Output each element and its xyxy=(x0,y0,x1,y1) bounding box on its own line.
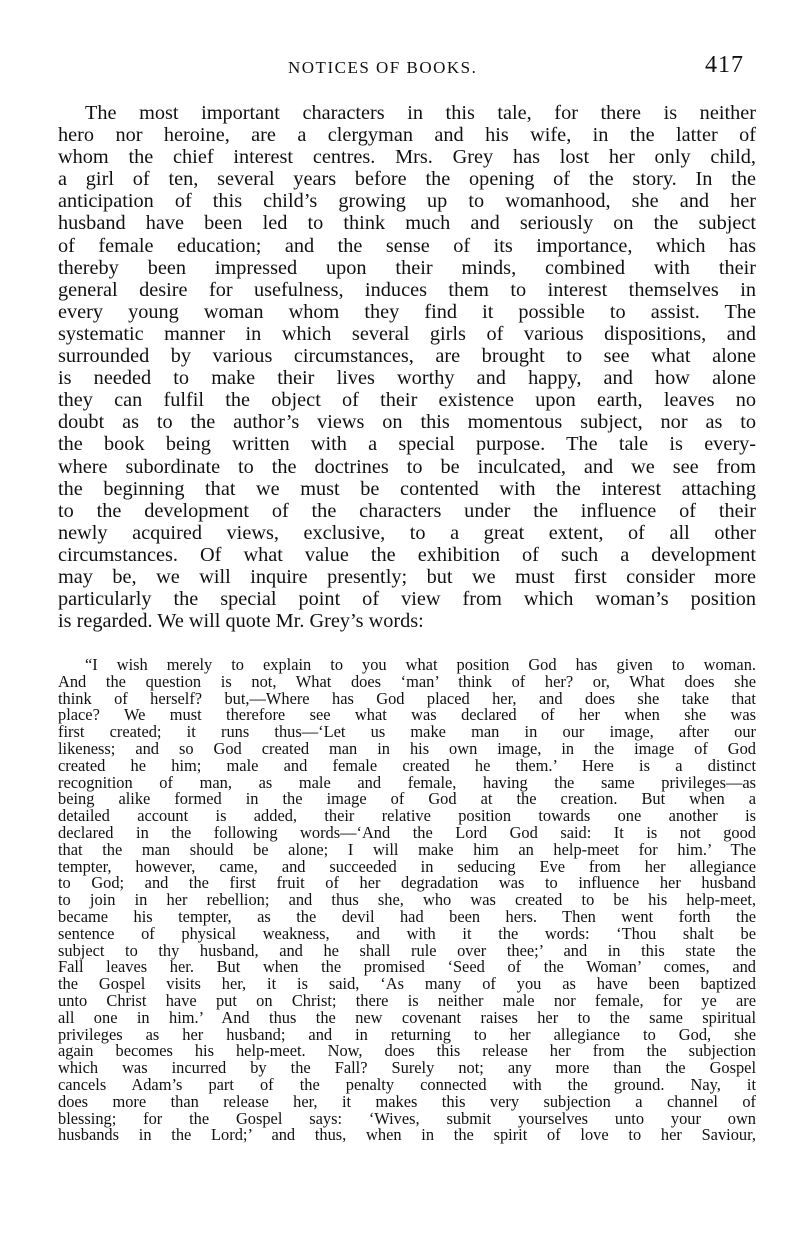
quote-line: likeness; and so God created man in his own image, in the image of God xyxy=(58,738,756,758)
quote-line: the Gospel visits her, it is said, ‘As many of you as have been baptized xyxy=(58,974,756,994)
quote-line: blessing; for the Gospel says: ‘Wives, submit yourselves unto your own xyxy=(58,1108,756,1128)
quote-line: to God; and the first fruit of her degradation was to influence her husband xyxy=(58,873,756,893)
quote-line: think of herself? but,—Where has God placed her, and does she take that xyxy=(58,688,756,708)
paragraph-line: every young woman whom they find it possible to assist. The xyxy=(58,300,756,323)
quote-line: recognition of man, as male and female, having the same privileges—as xyxy=(58,772,756,792)
quote-line: husbands in the Lord;’ and thus, when in the spirit of love to her Saviour, xyxy=(58,1125,756,1145)
paragraph-line: to the development of the characters under the influence of their xyxy=(58,499,756,522)
paragraph-line: the beginning that we must be contented with the interest attaching xyxy=(58,477,756,500)
running-head xyxy=(0,52,805,84)
paragraph-line: of female education; and the sense of its importance, which has xyxy=(58,234,756,257)
quote-line: does more than release her, it makes this very subjection a channel of xyxy=(58,1091,756,1111)
quote-line: unto Christ have put on Christ; there is neither male nor female, for ye are xyxy=(58,990,756,1010)
quote-line: created he him; male and female created he them.’ Here is a distinct xyxy=(58,755,756,775)
paragraph-line: thereby been impressed upon their minds, combined with their xyxy=(58,256,756,279)
paragraph-line: hero nor heroine, are a clergyman and his wife, in the latter of xyxy=(58,124,756,147)
quote-line: And the question is not, What does ‘man’ think of her? or, What does she xyxy=(58,671,756,691)
paragraph-line: doubt as to the author’s views on this momentous subject, nor as to xyxy=(58,411,756,434)
quote-line: cancels Adam’s part of the penalty connected with the ground. Nay, it xyxy=(58,1074,756,1094)
paragraph-line: whom the chief interest centres. Mrs. Grey has lost her only child, xyxy=(58,146,756,169)
quote-line: “I wish merely to explain to you what position God has given to woman. xyxy=(85,655,756,674)
quote-line: being alike formed in the image of God at the creation. But when a xyxy=(58,789,756,809)
running-title: NOTICES OF BOOKS. xyxy=(288,58,478,77)
paragraph-line: where subordinate to the doctrines to be inculcated, and we see from xyxy=(58,455,756,478)
review-paragraph xyxy=(58,102,756,632)
paragraph-line: the book being written with a special purpose. The tale is every- xyxy=(58,433,756,456)
quote-line: place? We must therefore see what was declared of her when she was xyxy=(58,705,756,725)
quote-line: became his tempter, as the devil had been hers. Then went forth the xyxy=(58,906,756,926)
paragraph-line: circumstances. Of what value the exhibition of such a development xyxy=(58,543,756,566)
paragraph-line: they can fulfil the object of their existence upon earth, leaves no xyxy=(58,389,756,412)
quote-line: first created; it runs thus—‘Let us make man in our image, after our xyxy=(58,722,756,742)
paragraph-line: surrounded by various circumstances, are brought to see what alone xyxy=(58,345,756,368)
quote-line: all one in him.’ And thus the new covenant raises her to the same spiritual xyxy=(58,1007,756,1027)
quote-line: sentence of physical weakness, and with it the words: ‘Thou shalt be xyxy=(58,923,756,943)
paragraph-line: The most important characters in this tale, for there is neither xyxy=(85,102,756,124)
quote-line: subject to thy husband, and he shall rule over thee;’ and in this state the xyxy=(58,940,756,960)
paragraph-line: systematic manner in which several girls of various dispositions, and xyxy=(58,322,756,345)
paragraph-line: general desire for usefulness, induces them to interest themselves in xyxy=(58,278,756,301)
paragraph-line: a girl of ten, several years before the opening of the story. In the xyxy=(58,168,756,191)
paragraph-line: is needed to make their lives worthy and happy, and how alone xyxy=(58,367,756,390)
quote-line: to join in her rebellion; and thus she, who was created to be his help-meet, xyxy=(58,890,756,910)
quote-line: again becomes his help-meet. Now, does this release her from the subjection xyxy=(58,1041,756,1061)
quote-line: privileges as her husband; and in returning to her allegiance to God, she xyxy=(58,1024,756,1044)
block-quotation xyxy=(58,657,756,1144)
paragraph-line: may be, we will inquire presently; but we must first consider more xyxy=(58,565,756,588)
paragraph-line: husband have been led to think much and seriously on the subject xyxy=(58,212,756,235)
quote-line: declared in the following words—‘And the Lord God said: It is not good xyxy=(58,822,756,842)
page-number: 417 xyxy=(705,52,744,78)
paragraph-line: particularly the special point of view from which woman’s position xyxy=(58,588,756,611)
quote-line: detailed account is added, their relative position towards one another is xyxy=(58,806,756,826)
quote-line: Fall leaves her. But when the promised ‘Seed of the Woman’ comes, and xyxy=(58,957,756,977)
paragraph-line: newly acquired views, exclusive, to a great extent, of all other xyxy=(58,521,756,544)
quote-line: which was incurred by the Fall? Surely not; any more than the Gospel xyxy=(58,1058,756,1078)
quote-line: that the man should be alone; I will make him an help-meet for him.’ The xyxy=(58,839,756,859)
quote-line: tempter, however, came, and succeeded in seducing Eve from her allegiance xyxy=(58,856,756,876)
paragraph-line: is regarded. We will quote Mr. Grey’s words: xyxy=(58,610,424,633)
paragraph-line: anticipation of this child’s growing up to womanhood, she and her xyxy=(58,190,756,213)
